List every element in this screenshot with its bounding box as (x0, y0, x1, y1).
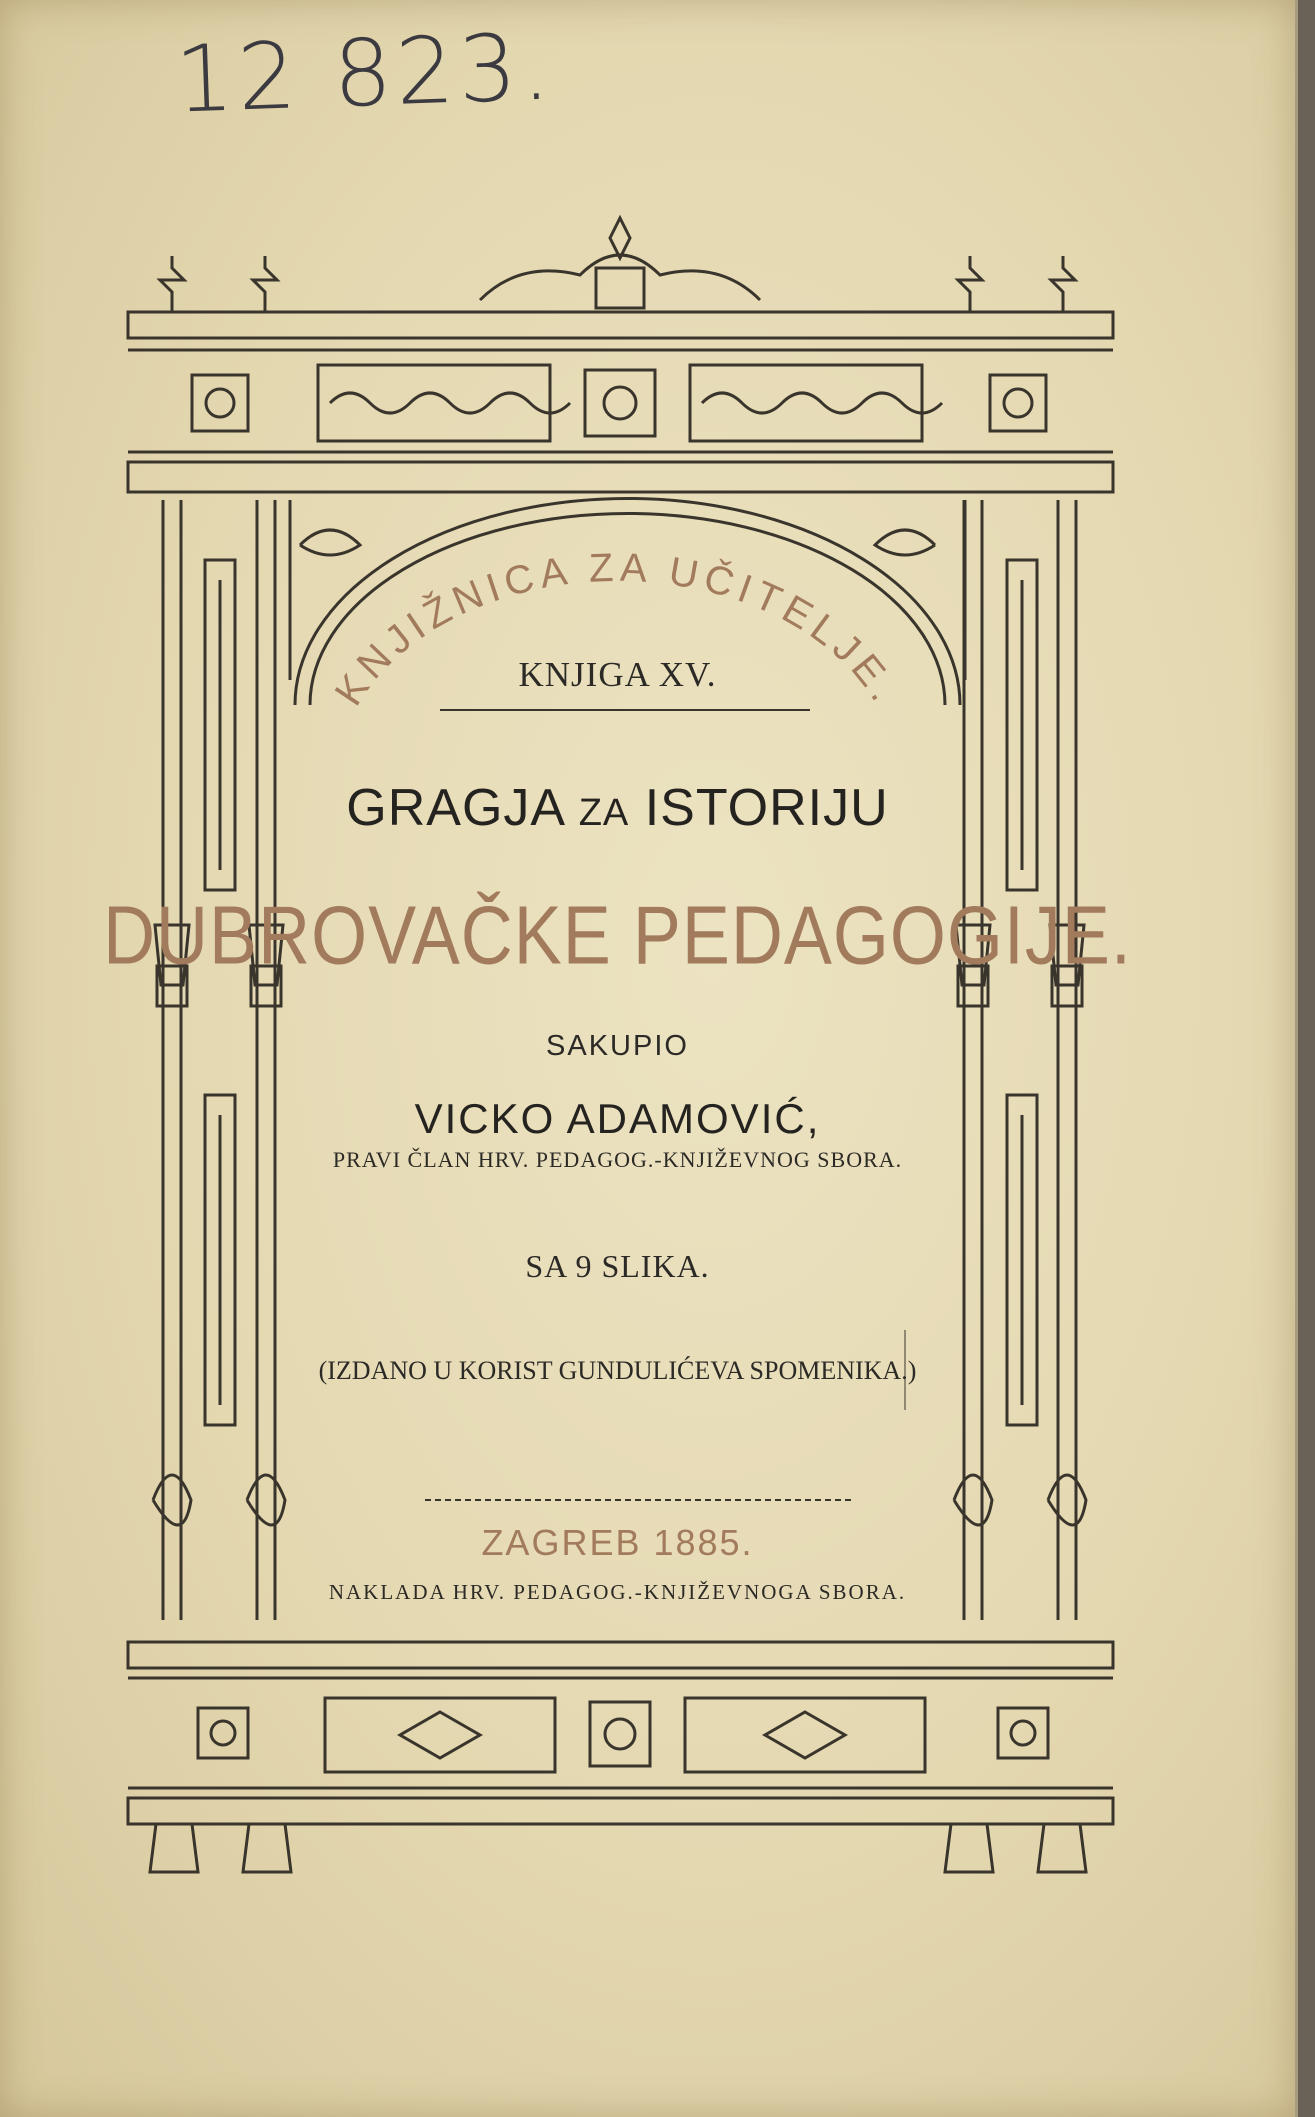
base-cornice (128, 1642, 1113, 1668)
base-panel-left (325, 1698, 555, 1772)
author-name: VICKO ADAMOVIĆ, (414, 1095, 821, 1142)
illustrations-note: SA 9 SLIKA. (525, 1248, 710, 1284)
author-position: PRAVI ČLAN HRV. PEDAGOG.-KNJIŽEVNOG SBORA. (332, 1147, 903, 1172)
book-number: KNJIGA XV. (518, 655, 717, 694)
handwritten-shelf-mark: 12 823. (173, 13, 556, 134)
title-word-gragja: GRAGJA (346, 779, 564, 837)
publication-note: (IZDANO U KORIST GUNDULIĆEVA SPOMENIKA.) (318, 1356, 917, 1385)
place-and-year: ZAGREB 1885. (481, 1522, 754, 1563)
compiled-by-label: SAKUPIO (546, 1030, 689, 1062)
title-line-2: DUBROVAČKE PEDAGOGIJE. (103, 890, 1132, 982)
frieze-panel-right (690, 365, 922, 441)
top-cornice (128, 312, 1113, 338)
base-plinth (128, 1798, 1113, 1824)
frieze-rosette-left (192, 375, 248, 431)
upper-entablature (128, 462, 1113, 492)
title-line-1 (0, 778, 1235, 838)
series-title: KNJIŽNICA ZA UČITELJE. (326, 545, 909, 714)
base-rosette-center (590, 1702, 650, 1766)
base-feet (150, 1824, 1086, 1872)
frieze-rosette-right (990, 375, 1046, 431)
frieze-rosette-center (585, 370, 655, 436)
title-word-za: ZA (578, 792, 630, 834)
base-panel-right (685, 1698, 925, 1772)
publisher: NAKLADA HRV. PEDAGOG.-KNJIŽEVNOGA SBORA. (328, 1580, 907, 1604)
frieze-panel-left (318, 365, 550, 441)
top-crest-scroll (480, 255, 760, 300)
title-word-istoriju: ISTORIJU (644, 779, 889, 837)
